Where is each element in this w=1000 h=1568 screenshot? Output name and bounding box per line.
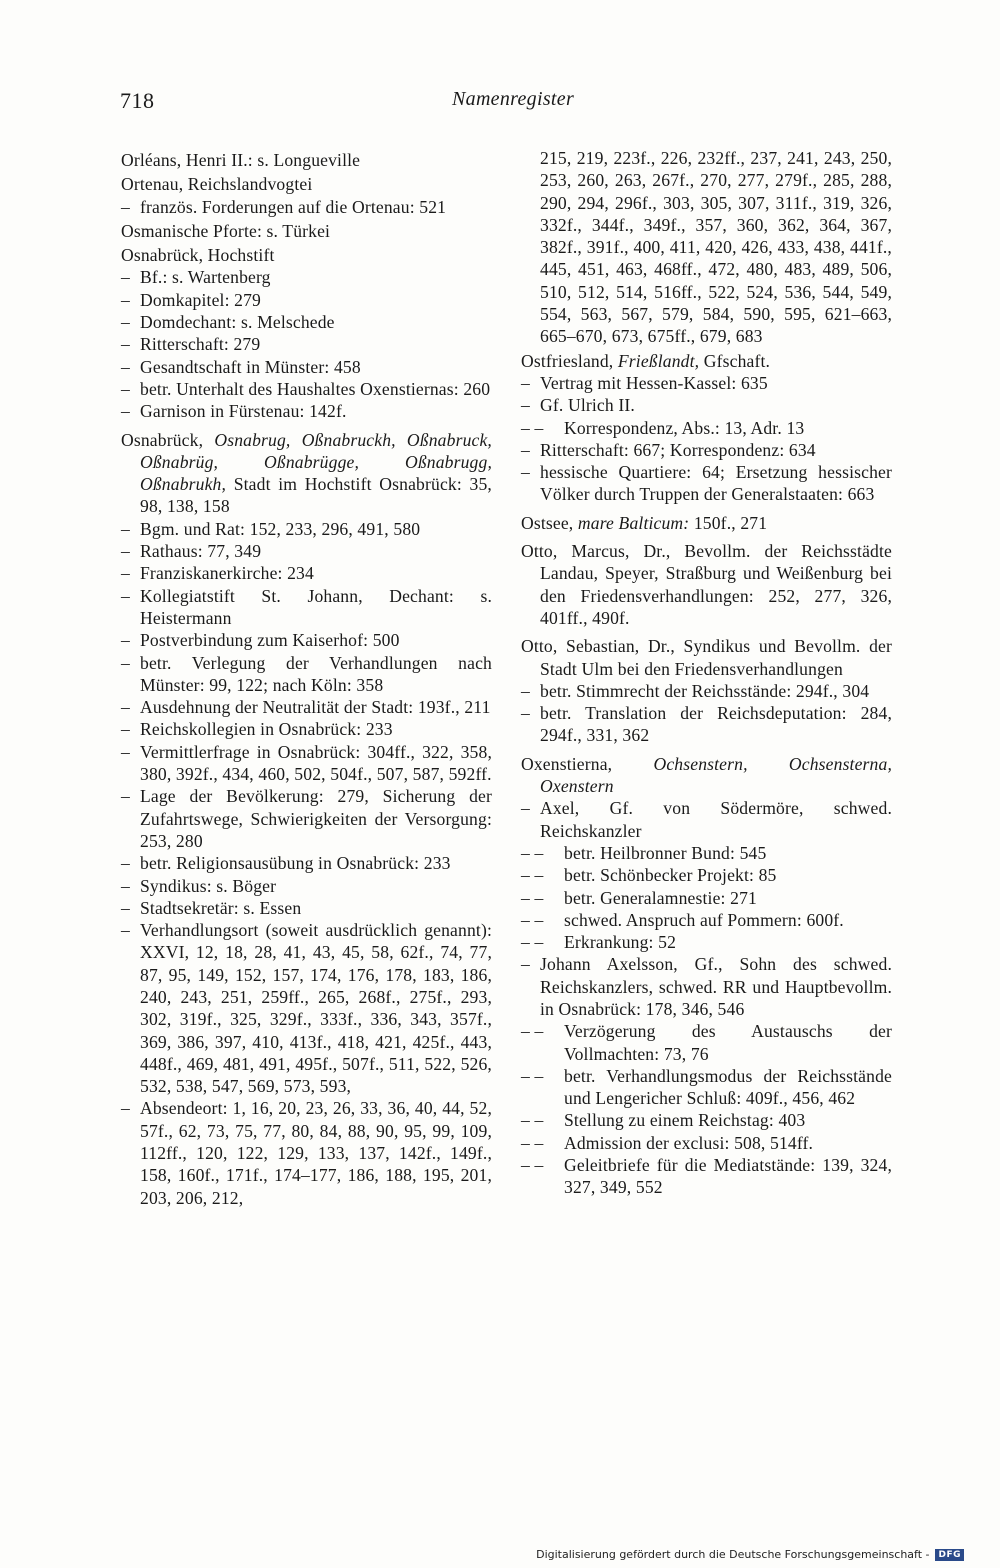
entry-variant-italic: Ochsenstern, Ochsensterna, Oxenstern: [540, 753, 892, 797]
entry-dash: – –: [521, 1132, 544, 1153]
index-entry: [521, 797, 892, 842]
entry-dash: –: [121, 563, 130, 584]
entry-dash: – –: [521, 1021, 544, 1042]
index-entry: [121, 785, 492, 852]
entry-text: Stadtsekretär: s. Essen: [140, 897, 302, 918]
footer-text: Digitalisierung gefördert durch die Deutsche Forschungsgemeinschaft -: [536, 1548, 930, 1561]
entry-text: Axel, Gf. von Södermöre, schwed. Reichskanzler: [540, 798, 892, 841]
index-entry: [521, 372, 892, 394]
entry-dash: –: [121, 1098, 130, 1119]
entry-text: Gf. Ulrich II.: [540, 395, 635, 416]
entry-dash: – –: [521, 842, 544, 863]
entry-dash: –: [121, 630, 130, 651]
page-number: 718: [120, 88, 155, 113]
entry-dash: –: [121, 897, 130, 918]
entry-text: 215, 219, 223f., 226, 232ff., 237, 241, 243, 250, 253, 260, 263, 267f., 270, 277, 279f., 285, 288, 290, 294, 296f., 303, 305, 307, 311f., 319, 326, 332f., 344f., 349f., 357, 360, 362, 364, 367, 382f., 391f., 400, 411, 420, 426, 433, 438, 441f., 445, 451, 463, 468ff., 472, 480, 483, 489, 506, 510, 512, 514, 516ff., 522, 524, 536, 544, 549, 554, 563, 567, 579, 584, 590, 595, 621–663, 665–670, 673, 675ff., 679, 683: [540, 148, 892, 347]
entry-dash: –: [521, 798, 530, 819]
entry-text: Admission der exclusi: 508, 514ff.: [564, 1132, 814, 1153]
entry-dash: – –: [521, 417, 544, 438]
entry-text: Ritterschaft: 667; Korrespondenz: 634: [540, 439, 816, 460]
entry-text: betr. Verhandlungsmodus der Reichsstände und Lengericher Schluß: 409f., 456, 462: [564, 1065, 892, 1109]
entry-text: Otto, Sebastian, Dr., Syndikus und Bevollm. der Stadt Ulm bei den Friedensverhandlungen: [521, 636, 892, 679]
entry-text: Osnabrück,: [121, 429, 215, 450]
index-entry: [521, 909, 892, 931]
index-entry: [121, 919, 492, 1097]
entry-dash: – –: [521, 1110, 544, 1131]
entry-text: betr. Unterhalt des Haushaltes Oxenstiernas: 260: [140, 378, 491, 399]
entry-text: betr. Stimmrecht der Reichsstände: 294f., 304: [540, 680, 870, 701]
index-entry: [521, 753, 892, 798]
index-entry: [121, 400, 492, 422]
entry-variant-italic: Frießlandt,: [617, 350, 700, 371]
entry-text: betr. Verlegung der Verhandlungen nach Münster: 99, 122; nach Köln: 358: [140, 652, 492, 695]
entry-text: Verhandlungsort (soweit ausdrücklich genannt): XXVI, 12, 18, 28, 41, 43, 45, 58, 62f., 74, 77, 87, 95, 149, 152, 157, 174, 176, 178, 183, 186, 240, 243, 251, 259ff., 265, 268f., 275f., 293, 302, 319f., 325, 329f., 333f., 336, 343, 357f., 369, 386, 397, 410, 413f., 418, 421, 425f., 443, 448f., 469, 481, 491, 495f., 507f., 511, 522, 526, 532, 538, 547, 569, 573, 593,: [140, 920, 492, 1097]
entry-dash: –: [521, 680, 530, 701]
entry-text: Gfschaft.: [699, 350, 771, 371]
entry-dash: –: [121, 356, 130, 377]
index-entry: [521, 887, 892, 909]
footer: [536, 1548, 964, 1561]
index-entry: [521, 350, 892, 372]
index-column-right: [521, 147, 892, 1199]
entry-text: Johann Axelsson, Gf., Sohn des schwed. Reichskanzlers, schwed. RR und Hauptbevollm. in Osnabrück: 178, 346, 546: [540, 954, 892, 1019]
index-entry: [521, 931, 892, 953]
index-entry: [521, 635, 892, 680]
index-entry: [121, 244, 492, 266]
index-entry: [521, 540, 892, 629]
index-entry: [521, 1065, 892, 1110]
index-entry: [121, 173, 492, 195]
dfg-logo: DFG: [935, 1549, 964, 1561]
index-column-left: [121, 147, 492, 1209]
entry-dash: – –: [521, 932, 544, 953]
entry-dash: –: [121, 518, 130, 539]
entry-text: französ. Forderungen auf die Ortenau: 521: [140, 196, 447, 217]
entry-text: Syndikus: s. Böger: [140, 875, 277, 896]
entry-dash: –: [121, 401, 130, 422]
entry-dash: –: [521, 439, 530, 460]
index-entry: [521, 842, 892, 864]
entry-dash: –: [121, 920, 130, 941]
index-entry: [121, 429, 492, 518]
entry-text: Gesandtschaft in Münster: 458: [140, 356, 361, 377]
index-entry: [521, 147, 892, 348]
entry-text: Erkrankung: 52: [564, 932, 677, 953]
index-entry: [521, 512, 892, 534]
entry-text: Lage der Bevölkerung: 279, Sicherung der Zufahrtswege, Schwierigkeiten der Versorgung: 253, 280: [140, 786, 492, 851]
entry-text: Stellung zu einem Reichstag: 403: [564, 1110, 806, 1131]
entry-dash: –: [121, 196, 130, 217]
index-entry: [121, 875, 492, 897]
index-entry: [121, 311, 492, 333]
index-entry: [121, 149, 492, 171]
entry-dash: – –: [521, 887, 544, 908]
entry-text: betr. Translation der Reichsdeputation: 284, 294f., 331, 362: [540, 703, 892, 746]
index-entry: [521, 702, 892, 747]
entry-text: Osnabrück, Hochstift: [121, 245, 275, 266]
entry-text: Vertrag mit Hessen-Kassel: 635: [540, 372, 768, 393]
index-entry: [121, 585, 492, 630]
index-entry: [121, 289, 492, 311]
entry-text: Ortenau, Reichslandvogtei: [121, 174, 313, 195]
index-entry: [121, 1097, 492, 1208]
entry-text: Orléans, Henri II.: s. Longueville: [121, 150, 361, 170]
entry-text: Ostsee,: [521, 512, 578, 533]
entry-text: Reichskollegien in Osnabrück: 233: [140, 719, 393, 740]
entry-dash: – –: [521, 909, 544, 930]
entry-text: Kollegiatstift St. Johann, Dechant: s. Heistermann: [140, 585, 492, 628]
entry-text: betr. Religionsausübung in Osnabrück: 233: [140, 853, 451, 874]
entry-text: Ausdehnung der Neutralität der Stadt: 193f., 211: [140, 697, 491, 718]
entry-dash: –: [121, 719, 130, 740]
entry-text: Bf.: s. Wartenberg: [140, 267, 271, 288]
index-entry: [121, 696, 492, 718]
entry-dash: –: [521, 703, 530, 724]
entry-text: Stadt im Hochstift Osnabrück: 35, 98, 138, 158: [140, 474, 492, 517]
entry-dash: –: [121, 289, 130, 310]
entry-text: betr. Schönbecker Projekt: 85: [564, 865, 777, 886]
entry-text: Korrespondenz, Abs.: 13, Adr. 13: [564, 417, 805, 438]
entry-text: Vermittlerfrage in Osnabrück: 304ff., 322, 358, 380, 392f., 434, 460, 502, 504f., 507, 587, 592ff.: [140, 741, 492, 785]
entry-text: Verzögerung des Austauschs der Vollmachten: 73, 76: [564, 1021, 892, 1064]
entry-dash: –: [521, 395, 530, 416]
entry-dash: –: [121, 741, 130, 762]
entry-text: Bgm. und Rat: 152, 233, 296, 491, 580: [140, 518, 421, 539]
entry-text: Postverbindung zum Kaiserhof: 500: [140, 630, 400, 651]
entry-text: Garnison in Fürstenau: 142f.: [140, 401, 347, 422]
index-entry: [521, 1109, 892, 1131]
index-entry: [521, 1020, 892, 1065]
entry-text: Ostfriesland,: [521, 350, 618, 371]
entry-text: Domdechant: s. Melschede: [140, 312, 335, 333]
entry-dash: –: [121, 585, 130, 606]
entry-text: Osmanische Pforte: s. Türkei: [121, 220, 331, 241]
index-entry: [121, 652, 492, 697]
entry-dash: –: [521, 462, 530, 483]
index-entry: [521, 461, 892, 506]
entry-dash: –: [121, 853, 130, 874]
index-entry: [521, 1132, 892, 1154]
index-entry: [121, 562, 492, 584]
entry-variant-italic: mare Balticum:: [577, 512, 690, 533]
entry-dash: – –: [521, 1155, 544, 1176]
entry-dash: –: [521, 954, 530, 975]
entry-text: Rathaus: 77, 349: [140, 541, 262, 562]
index-entry: [121, 196, 492, 218]
index-entry: [121, 852, 492, 874]
entry-text: Geleitbriefe für die Mediatstände: 139, 324, 327, 349, 552: [564, 1155, 892, 1198]
index-entry: [521, 394, 892, 416]
index-entry: [121, 629, 492, 651]
entry-text: betr. Heilbronner Bund: 545: [564, 842, 767, 863]
index-entry: [121, 897, 492, 919]
entry-dash: –: [121, 541, 130, 562]
entry-text: Oxenstierna,: [521, 753, 654, 774]
index-entry: [521, 680, 892, 702]
entry-text: Absendeort: 1, 16, 20, 23, 26, 33, 36, 40, 44, 52, 57f., 62, 73, 75, 77, 80, 84, 88, 90, 95, 99, 109, 112ff., 120, 122, 129, 133, 137, 142f., 149f., 158, 160f., 171f., 174–177, 186, 188, 195, 201, 203, 206, 212,: [140, 1098, 492, 1208]
index-entry: [121, 333, 492, 355]
entry-text: Ritterschaft: 279: [140, 334, 261, 355]
index-entry: [521, 953, 892, 1020]
entry-dash: –: [121, 378, 130, 399]
index-entry: [121, 518, 492, 540]
entry-dash: –: [521, 372, 530, 393]
index-entry: [121, 266, 492, 288]
index-entry: [121, 356, 492, 378]
entry-dash: –: [121, 875, 130, 896]
index-entry: [121, 220, 492, 242]
entry-variant-italic: Osnabrug, Oßnabruckh, Oßnabruck, Oßnabrüg, Oßnabrügge, Oßnabrugg, Oßnabrukh,: [140, 429, 492, 495]
entry-text: Domkapitel: 279: [140, 289, 261, 310]
entry-dash: –: [121, 334, 130, 355]
entry-text: betr. Generalamnestie: 271: [564, 887, 757, 908]
entry-dash: –: [121, 697, 130, 718]
index-entry: [521, 864, 892, 886]
index-entry: [521, 417, 892, 439]
running-head: Namenregister: [452, 88, 575, 110]
entry-dash: –: [121, 786, 130, 807]
entry-dash: –: [121, 312, 130, 333]
entry-text: Franziskanerkirche: 234: [140, 563, 314, 584]
entry-text: schwed. Anspruch auf Pommern: 600f.: [564, 909, 844, 930]
entry-dash: –: [121, 267, 130, 288]
entry-text: Otto, Marcus, Dr., Bevollm. der Reichsstädte Landau, Speyer, Straßburg und Weißenburg bei den Friedensverhandlungen: 252, 277, 326, 401ff., 490f.: [521, 541, 892, 628]
index-entry: [121, 540, 492, 562]
index-entry: [121, 718, 492, 740]
entry-text: hessische Quartiere: 64; Ersetzung hessischer Völker durch Truppen der Generalstaaten: 663: [540, 462, 892, 505]
entry-text: 150f., 271: [689, 512, 768, 533]
index-entry: [521, 439, 892, 461]
index-entry: [121, 741, 492, 786]
entry-dash: –: [121, 652, 130, 673]
entry-dash: – –: [521, 865, 544, 886]
index-entry: [521, 1154, 892, 1199]
index-entry: [121, 378, 492, 400]
entry-dash: – –: [521, 1065, 544, 1086]
